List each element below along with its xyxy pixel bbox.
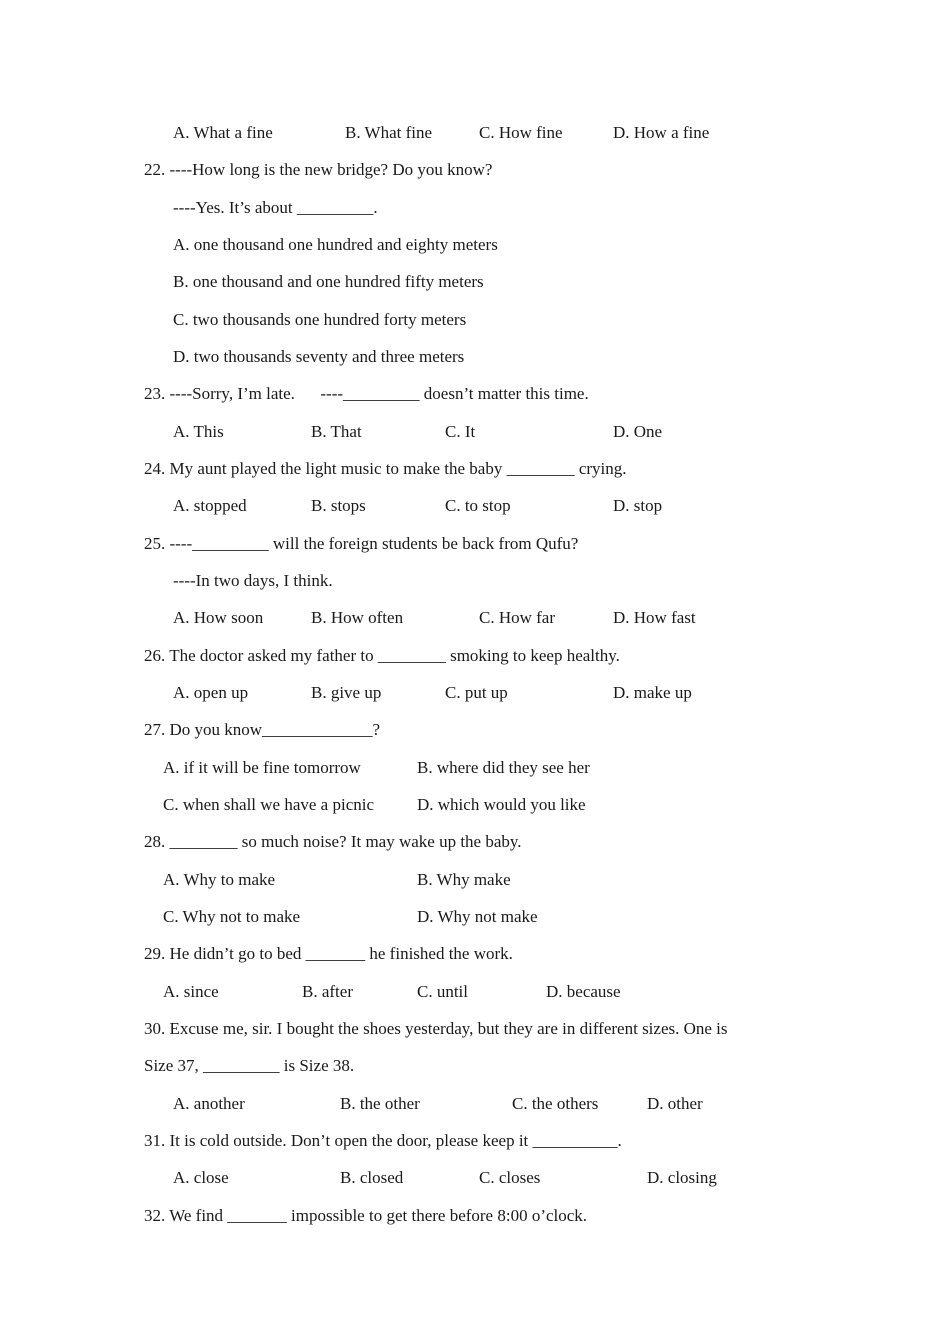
q21-option-d: D. How a fine (613, 123, 710, 142)
q26-option-a: A. open up (173, 683, 249, 702)
q23-option-d: D. One (613, 422, 663, 441)
q28-option-b: B. Why make (417, 870, 511, 889)
q30-option-b: B. the other (340, 1094, 420, 1113)
q28-option-d: D. Why not make (417, 907, 538, 926)
q25-option-a: A. How soon (173, 608, 264, 627)
q29-option-a: A. since (163, 982, 219, 1001)
q29-option-c: C. until (417, 982, 469, 1001)
q25-option-d: D. How fast (613, 608, 696, 627)
q24-option-b: B. stops (311, 496, 366, 515)
q30-stem: 30. Excuse me, sir. I bought the shoes yesterday, but they are in different sizes. One is (144, 1019, 728, 1038)
q22-option-c: C. two thousands one hundred forty meters (173, 310, 467, 329)
q27-stem: 27. Do you know_____________? (144, 720, 381, 739)
q29-option-d: D. because (546, 982, 621, 1001)
q22-option-b: B. one thousand and one hundred fifty meters (173, 272, 484, 291)
q27-option-c: C. when shall we have a picnic (163, 795, 375, 814)
q24-option-c: C. to stop (445, 496, 511, 515)
q22-reply: ----Yes. It’s about _________. (173, 198, 378, 217)
q25-reply: ----In two days, I think. (173, 571, 333, 590)
q26-option-b: B. give up (311, 683, 382, 702)
q21-option-b: B. What fine (345, 123, 433, 142)
q22-option-d: D. two thousands seventy and three meters (173, 347, 465, 366)
q23-option-c: C. It (445, 422, 476, 441)
q29-option-b: B. after (302, 982, 353, 1001)
q21-option-c: C. How fine (479, 123, 563, 142)
q30-option-c: C. the others (512, 1094, 599, 1113)
q29-stem: 29. He didn’t go to bed _______ he finished the work. (144, 944, 513, 963)
q25-option-c: C. How far (479, 608, 556, 627)
q24-option-d: D. stop (613, 496, 663, 515)
q22-option-a: A. one thousand one hundred and eighty meters (173, 235, 498, 254)
q26-stem: 26. The doctor asked my father to ________ smoking to keep healthy. (144, 646, 620, 665)
q30-option-d: D. other (647, 1094, 703, 1113)
q27-option-a: A. if it will be fine tomorrow (163, 758, 361, 777)
q24-stem: 24. My aunt played the light music to make the baby ________ crying. (144, 459, 627, 478)
q32-stem: 32. We find _______ impossible to get there before 8:00 o’clock. (144, 1206, 588, 1225)
q27-option-d: D. which would you like (417, 795, 586, 814)
q23-option-b: B. That (311, 422, 362, 441)
q23-option-a: A. This (173, 422, 224, 441)
q25-option-b: B. How often (311, 608, 404, 627)
q27-option-b: B. where did they see her (417, 758, 590, 777)
q28-stem: 28. ________ so much noise? It may wake up the baby. (144, 832, 522, 851)
q23-stem: 23. ----Sorry, I’m late. ----_________ doesn’t matter this time. (144, 384, 589, 403)
q30-option-a: A. another (173, 1094, 245, 1113)
q31-option-a: A. close (173, 1168, 229, 1187)
q30-stem-continued: Size 37, _________ is Size 38. (144, 1056, 355, 1075)
q26-option-c: C. put up (445, 683, 508, 702)
q21-option-a: A. What a fine (173, 123, 273, 142)
q28-option-a: A. Why to make (163, 870, 276, 889)
q26-option-d: D. make up (613, 683, 692, 702)
q24-option-a: A. stopped (173, 496, 247, 515)
q31-option-b: B. closed (340, 1168, 404, 1187)
q28-option-c: C. Why not to make (163, 907, 301, 926)
q31-option-c: C. closes (479, 1168, 541, 1187)
q31-stem: 31. It is cold outside. Don’t open the door, please keep it __________. (144, 1131, 622, 1150)
q31-option-d: D. closing (647, 1168, 717, 1187)
q25-stem: 25. ----_________ will the foreign students be back from Qufu? (144, 534, 579, 553)
q22-stem: 22. ----How long is the new bridge? Do you know? (144, 160, 493, 179)
